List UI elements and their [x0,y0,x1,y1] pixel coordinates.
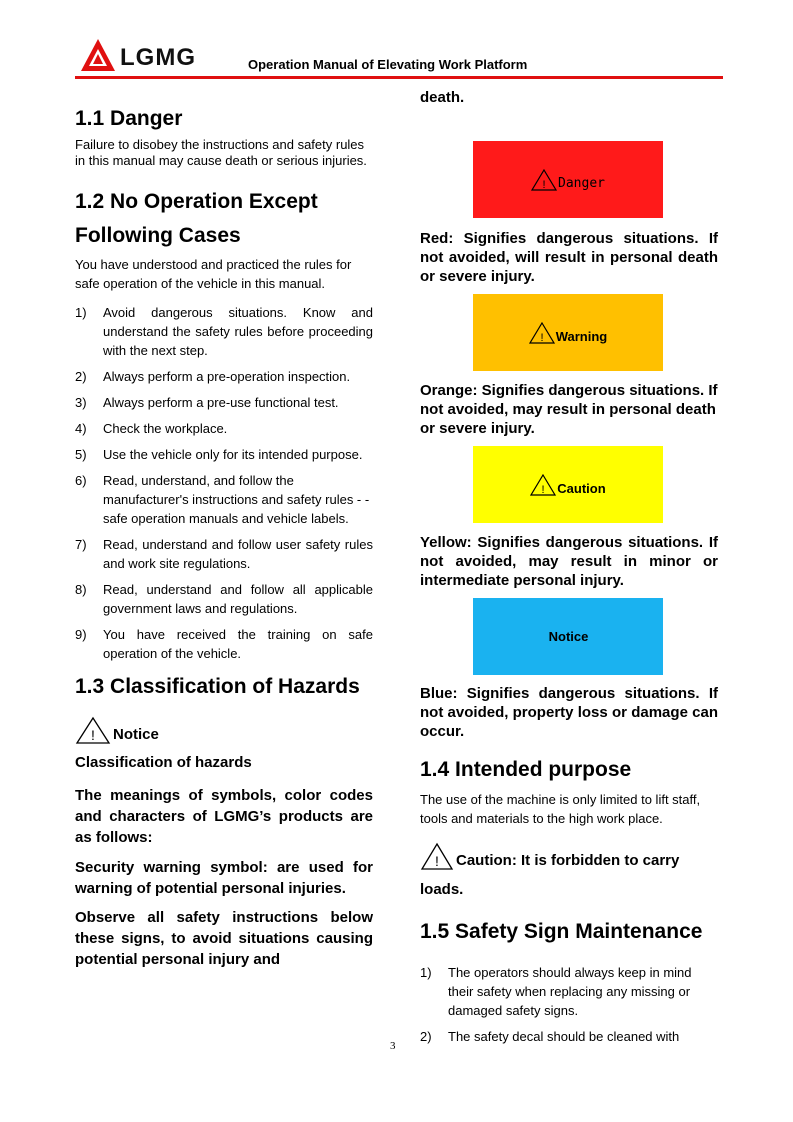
logo-text: LGMG [120,44,196,71]
svg-text:!: ! [542,178,546,191]
caution-description: Yellow: Signifies dangerous situations. If not avoided, may result in minor or intermediate personal injury. [420,534,718,589]
warning-sign-label: Warning [555,328,608,344]
svg-text:!: ! [540,331,544,344]
notice-sign-label: Notice [548,629,589,644]
notice-sign [473,598,663,675]
header-divider [75,76,723,79]
section-1-2-list [75,303,373,663]
caution-callout-text: Caution: It is forbidden to carry [456,852,680,869]
list-item: 3) Always perform a pre-use functional test. [75,395,339,410]
danger-sign [473,141,663,218]
warning-triangle-icon [75,716,111,744]
classification-heading: Classification of hazards [75,754,252,771]
caution-sign [473,446,663,523]
section-1-1-body: Failure to disobey the instructions and safety rules in this manual may cause death or serious injuries. [75,137,367,168]
section-1-2-title-line2: Following Cases [75,224,241,247]
caution-sign-label: Caution [557,480,606,496]
lgmg-logo-mark-icon [80,38,116,72]
lgmg-logo [80,38,210,74]
notice-callout [75,716,373,744]
observe-text: Observe all safety instructions below these signs, to avoid situations causing potential personal injury and [75,909,373,968]
warning-triangle-icon [531,169,557,191]
document-title: Operation Manual of Elevating Work Platform [248,57,528,72]
warning-sign [473,294,663,371]
list-item: 6) Read, understand, and follow the manufacturer's instructions and safety rules - -safe operation manuals and vehicle labels. [75,473,370,526]
section-1-4-title: 1.4 Intended purpose [420,758,632,781]
list-item: 7) Read, understand and follow user safety rules and work site regulations. [75,537,373,571]
warning-triangle-icon [529,322,555,344]
section-1-1-title: 1.1 Danger [75,107,183,130]
section-1-2-title-line1: 1.2 No Operation Except [75,190,318,213]
warning-triangle-icon [420,842,454,870]
danger-sign-label: Danger [558,175,605,191]
list-item: 9) You have received the training on safe operation of the vehicle. [75,627,373,661]
right-column [420,88,718,1053]
list-item: 5) Use the vehicle only for its intended purpose. [75,447,363,462]
danger-description: Red: Signifies dangerous situations. If not avoided, will result in personal death or severe injury. [420,230,718,285]
notice-label: Notice [113,726,159,743]
list-item: 4) Check the workplace. [75,421,228,436]
meanings-text: The meanings of symbols, color codes and characters of LGMG’s products are as follows: [75,787,373,846]
continued-text: death. [420,89,465,106]
svg-text:!: ! [541,483,545,496]
page-number: 3 [390,1040,396,1052]
caution-callout-text-cont: loads. [420,881,464,898]
warning-description: Orange: Signifies dangerous situations. If not avoided, may result in personal death or severe injury. [420,382,718,437]
warning-triangle-icon [530,474,556,496]
caution-callout [420,842,718,870]
left-column [75,102,373,970]
list-item: 1) The operators should always keep in mind their safety when replacing any missing or damaged safety signs. [420,965,692,1018]
svg-text:!: ! [91,727,95,743]
security-symbol-text: Security warning symbol: are used for warning of potential personal injuries. [75,859,373,897]
list-item: 2) The safety decal should be cleaned with [420,1029,680,1044]
svg-text:!: ! [435,853,439,869]
list-item: 8) Read, understand and follow all applicable government laws and regulations. [75,582,373,616]
section-1-4-body: The use of the machine is only limited to lift staff, tools and materials to the high work place. [420,792,701,826]
section-1-2-intro: You have understood and practiced the rules for safe operation of the vehicle in this manual. [75,257,352,291]
section-1-3-title: 1.3 Classification of Hazards [75,675,360,698]
list-item: 2) Always perform a pre-operation inspection. [75,369,351,384]
section-1-5-list [420,963,718,1046]
list-item: 1) Avoid dangerous situations. Know and understand the safety rules before proceeding with the next step. [75,305,373,358]
notice-description: Blue: Signifies dangerous situations. If not avoided, property loss or damage can occur. [420,685,718,740]
section-1-5-title: 1.5 Safety Sign Maintenance [420,920,703,943]
